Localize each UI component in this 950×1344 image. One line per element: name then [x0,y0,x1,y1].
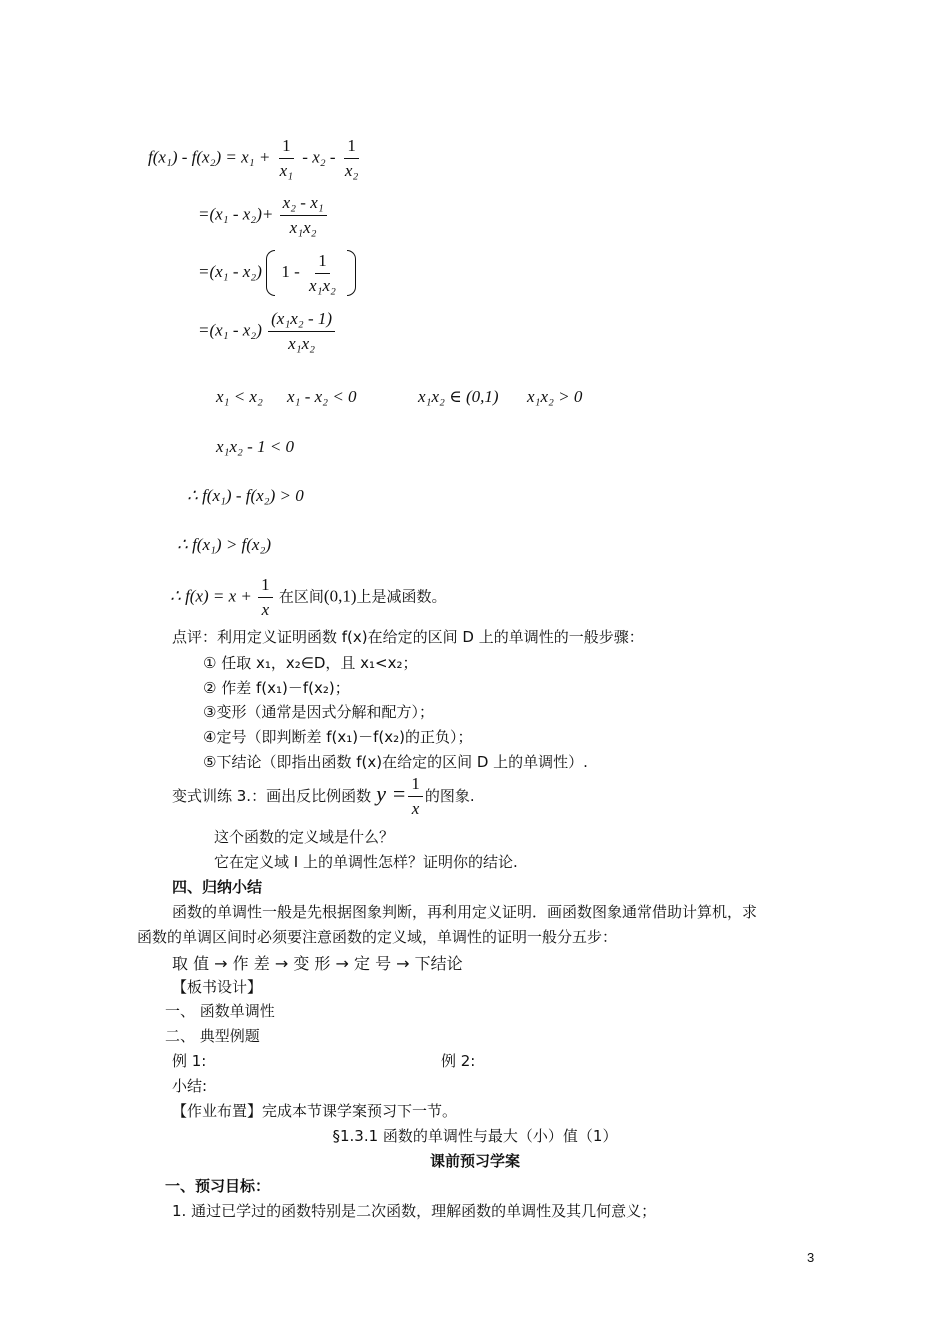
board-example-2: 例 2: [441,1052,476,1070]
numerator: 1 [315,251,330,274]
proof-condition-3: x₁x₂ ∈ (0,1) [418,387,499,406]
proof-conclusion [170,575,447,620]
conclusion-function: ∴ f(x) = x + [170,586,252,606]
summary-steps: 取 值 → 作 差 → 变 形 → 定 号 → 下结论 [172,954,463,973]
proof-line-6: x₁x₂ - 1 < 0 [216,437,295,456]
fraction [408,774,423,819]
comment-step-5: ⑤下结论（即指出函数 f(x)在给定的区间 D 上的单调性）. [203,753,588,771]
denominator: x₂ [344,161,359,180]
exercise-y: y = [376,781,407,806]
comment-step-2: ② 作差 f(x₁)－f(x₂)； [203,679,350,697]
fraction [306,251,339,296]
numerator: 1 [258,575,273,598]
proof-line-8: ∴ f(x₁) > f(x₂) [177,535,272,554]
exercise-prefix: 变式训练 3.：画出反比例函数 [172,787,372,805]
exercise-suffix: 的图象. [424,787,475,805]
denominator: x₁x₂ [309,275,336,295]
summary-paragraph-line-1: 函数的单调性一般是先根据图象判断，再利用定义证明．画函数图象通常借助计算机，求 [172,903,758,921]
proof-line-2 [198,193,329,238]
goal-1: 1. 通过已学过的函数特别是二次函数，理解函数的单调性及其几何意义； [172,1202,657,1220]
denominator: x₁ [279,161,294,180]
fraction [268,309,335,354]
proof-line-3-term: =(x₁ - x₂) [198,261,262,281]
conclusion-text-a: 在区间 [278,587,324,606]
proof-line-3-one-minus: 1 - [281,261,300,281]
page-number: 3 [807,1250,815,1265]
numerator: x₂ - x₁ [280,193,327,216]
right-bracket [347,250,356,296]
preview-title: 课前预习学案 [429,1152,520,1170]
summary-heading: 四、归纳小结 [172,878,263,896]
proof-line-4-term: =(x₁ - x₂) [198,320,262,340]
summary-paragraph-line-2: 函数的单调区间时必须要注意函数的定义域，单调性的证明一般分五步： [137,928,618,946]
exercise-question-1: 这个函数的定义域是什么？ [214,828,395,846]
numerator: 1 [344,136,359,159]
comment-step-1: ① 任取 x₁，x₂∈D，且 x₁<x₂； [203,654,418,672]
numerator: 1 [408,774,423,797]
conclusion-text-b: 上是减函数。 [356,587,447,606]
proof-line-1-term-b: - x₂ - [302,147,336,167]
proof-line-1-lhs: f(x₁) - f(x₂) = [148,147,237,167]
fraction [277,136,296,181]
goals-heading: 一、预习目标： [165,1177,271,1195]
denominator: x [261,600,270,619]
fraction [280,193,327,238]
numerator: (x₁x₂ - 1) [268,309,335,332]
proof-line-3 [198,250,356,296]
proof-condition-1: x₁ < x₂ [216,387,263,406]
left-bracket [266,250,275,296]
proof-line-4 [198,309,337,354]
denominator: x [411,799,420,818]
proof-condition-4: x₁x₂ > 0 [527,387,583,406]
proof-line-1 [148,136,363,181]
fraction [258,575,273,620]
exercise-question-2: 它在定义域 I 上的单调性怎样？证明你的结论. [214,853,518,871]
numerator: 1 [279,136,294,159]
denominator: x₁x₂ [289,218,317,237]
board-summary: 小结: [172,1077,208,1095]
exercise-line [172,774,475,819]
comment-step-4: ④定号（即判断差 f(x₁)－f(x₂)的正负）； [203,728,473,746]
proof-line-1-term-a: x₁ + [241,147,271,167]
comment-step-3: ③变形（通常是因式分解和配方）； [203,703,434,721]
proof-condition-2: x₁ - x₂ < 0 [287,387,357,406]
board-item-1: 一、 函数单调性 [165,1002,275,1020]
board-title: 【板书设计】 [172,978,263,996]
board-item-2: 二、 典型例题 [165,1027,260,1045]
board-example-1: 例 1: [172,1052,207,1070]
comment-title: 点评：利用定义证明函数 f(x)在给定的区间 D 上的单调性的一般步骤： [172,628,644,646]
proof-line-2-term: =(x₁ - x₂)+ [198,204,274,224]
fraction [342,136,361,181]
section-title: §1.3.1 函数的单调性与最大（小）值（1） [332,1127,618,1145]
proof-line-7: ∴ f(x₁) - f(x₂) > 0 [187,486,304,505]
conclusion-interval: (0,1) [323,586,357,606]
homework: 【作业布置】完成本节课学案预习下一节。 [172,1102,458,1120]
denominator: x₁x₂ [288,334,316,353]
